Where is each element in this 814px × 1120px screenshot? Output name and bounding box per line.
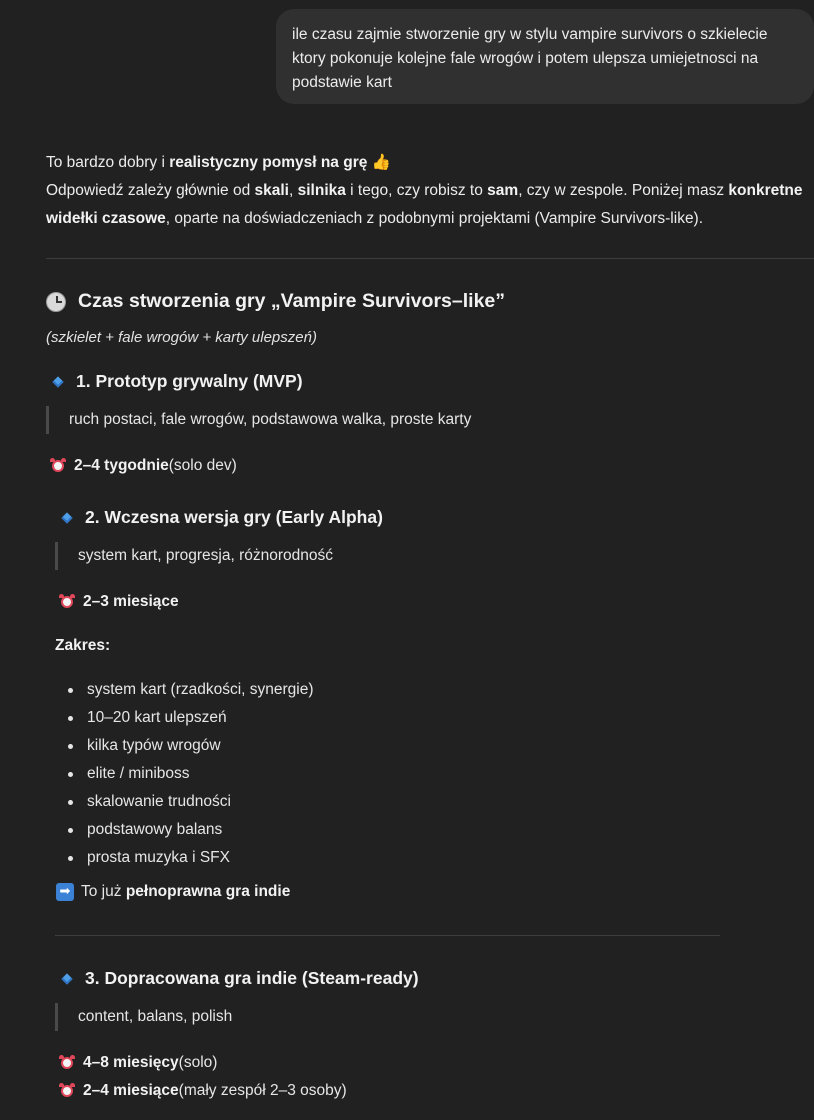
list-item: 10–20 kart ulepszeń — [87, 704, 314, 732]
time-estimate-note: (solo) — [178, 1054, 218, 1071]
time-estimate — [61, 1082, 347, 1100]
intro-text: i tego, czy robisz to — [345, 182, 488, 199]
blue-diamond-icon — [52, 376, 63, 387]
alarm-clock-icon — [52, 460, 64, 472]
list-item: system kart (rzadkości, synergie) — [87, 676, 314, 704]
section-heading-1 — [50, 371, 303, 392]
conclusion-text: To już — [81, 883, 122, 900]
time-estimate-note: (solo dev) — [168, 457, 237, 474]
right-arrow-icon: ➡ — [56, 883, 74, 901]
quote-text: ruch postaci, fale wrogów, podstawowa walka, proste karty — [69, 411, 472, 428]
intro-text: , — [289, 182, 298, 199]
time-estimate — [61, 1054, 217, 1072]
list-item: kilka typów wrogów — [87, 732, 314, 760]
list-item: elite / miniboss — [87, 760, 314, 788]
blue-diamond-icon — [61, 973, 72, 984]
scope-list — [87, 676, 314, 872]
alarm-clock-icon — [61, 596, 73, 608]
intro-bold: skali — [254, 182, 289, 199]
section-quote-3 — [55, 1003, 232, 1031]
time-estimate — [61, 593, 179, 611]
time-estimate — [52, 457, 237, 475]
intro-text: Odpowiedź zależy głównie od — [46, 182, 255, 199]
quote-text: system kart, progresja, różnorodność — [78, 547, 333, 564]
list-item: prosta muzyka i SFX — [87, 844, 314, 872]
time-estimate-value: 4–8 miesięcy — [83, 1054, 179, 1071]
intro-bold: silnika — [297, 182, 346, 199]
intro-text: , oparte na doświadczeniach z podobnymi projektami (Vampire Survivors-like). — [165, 210, 704, 227]
alarm-clock-icon — [61, 1057, 73, 1069]
main-heading-text: Czas stworzenia gry „Vampire Survivors–like” — [78, 290, 506, 312]
conclusion-bold: pełnoprawna gra indie — [125, 883, 291, 900]
time-estimate-value: 2–3 miesiące — [83, 593, 179, 610]
intro-text: To bardzo dobry i — [46, 154, 170, 171]
divider — [46, 258, 814, 259]
intro-bold: realistyczny pomysł na grę — [169, 154, 368, 171]
blue-diamond-icon — [61, 512, 72, 523]
quote-text: content, balans, polish — [78, 1008, 233, 1025]
thumbs-up-icon: 👍 — [371, 154, 391, 171]
section-title: 1. Prototyp grywalny (MVP) — [76, 371, 303, 391]
list-item: podstawowy balans — [87, 816, 314, 844]
time-estimate-value: 2–4 miesiące — [83, 1082, 179, 1099]
section-title: 2. Wczesna wersja gry (Early Alpha) — [85, 507, 383, 527]
conclusion-line — [56, 883, 290, 901]
divider — [55, 935, 720, 936]
section-heading-2 — [59, 507, 383, 528]
section-heading-3 — [59, 968, 419, 989]
scope-label: Zakres: — [55, 637, 111, 654]
assistant-intro — [46, 149, 806, 233]
user-message-text: ile czasu zajmie stworzenie gry w stylu vampire survivors o szkielecie ktory pokonuje kolejne fale wrogów i potem ulepsza umiejetnosci na podstawie kart — [292, 26, 768, 91]
user-message-bubble — [276, 9, 814, 104]
section-quote-2 — [55, 542, 333, 570]
intro-bold: konkretne widełki czasowe — [46, 182, 803, 227]
main-heading — [46, 290, 505, 313]
time-estimate-note: (mały zespół 2–3 osoby) — [178, 1082, 347, 1099]
intro-text: , czy w zespole. Poniżej masz — [518, 182, 729, 199]
main-subtitle: (szkielet + fale wrogów + karty ulepszeń) — [46, 329, 317, 346]
time-estimate-value: 2–4 tygodnie — [74, 457, 169, 474]
clock-icon — [46, 292, 66, 312]
section-quote-1 — [46, 406, 471, 434]
alarm-clock-icon — [61, 1085, 73, 1097]
list-item: skalowanie trudności — [87, 788, 314, 816]
section-title: 3. Dopracowana gra indie (Steam-ready) — [85, 968, 419, 988]
intro-bold: sam — [487, 182, 519, 199]
